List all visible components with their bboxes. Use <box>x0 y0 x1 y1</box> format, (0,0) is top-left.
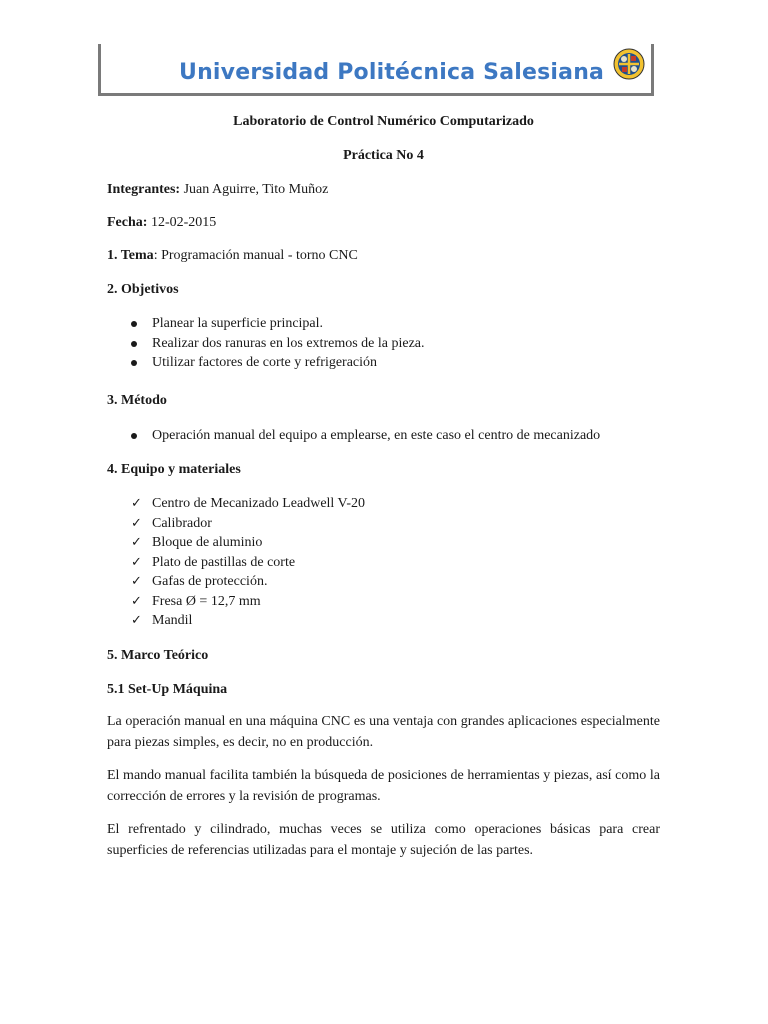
theory-paragraph-3: El refrentado y cilindrado, muchas veces se utiliza como operaciones básicas para crear superficies de referencias utilizadas para el montaje y sujeción de las partes. <box>107 822 660 858</box>
list-item: ✓ Mandil <box>131 611 365 631</box>
date-line <box>107 213 216 233</box>
topic-line <box>107 246 358 266</box>
theory-paragraph-1: La operación manual en una máquina CNC es una ventaja con grandes aplicaciones especialmente para piezas simples, es decir, no en producción. <box>107 714 660 750</box>
list-item: Planear la superficie principal. <box>131 314 425 334</box>
university-seal-icon <box>613 48 645 80</box>
members-label: Integrantes: <box>107 182 181 197</box>
university-name: Universidad Politécnica Salesiana <box>179 60 605 85</box>
equipment-list <box>131 494 365 631</box>
date-value: 12-02-2015 <box>147 215 217 230</box>
checkmark-icon: ✓ <box>131 613 142 628</box>
date-label: Fecha: <box>107 215 148 230</box>
topic-value: : Programación manual - torno CNC <box>153 248 358 263</box>
setup-subheading: 5.1 Set-Up Máquina <box>107 682 228 697</box>
topic-label: 1. Tema <box>107 248 154 263</box>
list-item: Realizar dos ranuras en los extremos de la pieza. <box>131 334 425 354</box>
method-heading: 3. Método <box>107 393 167 408</box>
checkmark-icon: ✓ <box>131 515 142 531</box>
objectives-heading: 2. Objetivos <box>107 282 179 297</box>
practice-title: Práctica No 4 <box>343 148 424 163</box>
list-item: ✓ Fresa Ø = 12,7 mm <box>131 592 365 612</box>
theory-heading: 5. Marco Teórico <box>107 648 209 663</box>
page-header <box>98 44 654 96</box>
checkmark-icon: ✓ <box>131 574 142 589</box>
list-item: ✓ Plato de pastillas de corte <box>131 553 365 573</box>
theory-paragraph-2: El mando manual facilita también la búsqueda de posiciones de herramientas y piezas, así como la corrección de errores y la revisión de programas. <box>107 768 660 804</box>
list-item: ✓ Gafas de protección. <box>131 572 365 592</box>
objectives-list <box>131 314 425 373</box>
members-line <box>107 180 328 200</box>
checkmark-icon: ✓ <box>131 593 142 609</box>
list-item: ✓ Centro de Mecanizado Leadwell V-20 <box>131 494 365 514</box>
checkmark-icon: ✓ <box>131 535 142 550</box>
list-item: Operación manual del equipo a emplearse, en este caso el centro de mecanizado <box>131 426 600 446</box>
checkmark-icon: ✓ <box>131 554 142 570</box>
method-list <box>131 426 600 446</box>
lab-title: Laboratorio de Control Numérico Computarizado <box>233 114 534 129</box>
list-item: ✓ Calibrador <box>131 514 365 534</box>
checkmark-icon: ✓ <box>131 496 142 511</box>
list-item: ✓ Bloque de aluminio <box>131 533 365 553</box>
equipment-heading: 4. Equipo y materiales <box>107 462 241 477</box>
members-value: Juan Aguirre, Tito Muñoz <box>180 182 329 197</box>
list-item: Utilizar factores de corte y refrigeración <box>131 353 425 373</box>
